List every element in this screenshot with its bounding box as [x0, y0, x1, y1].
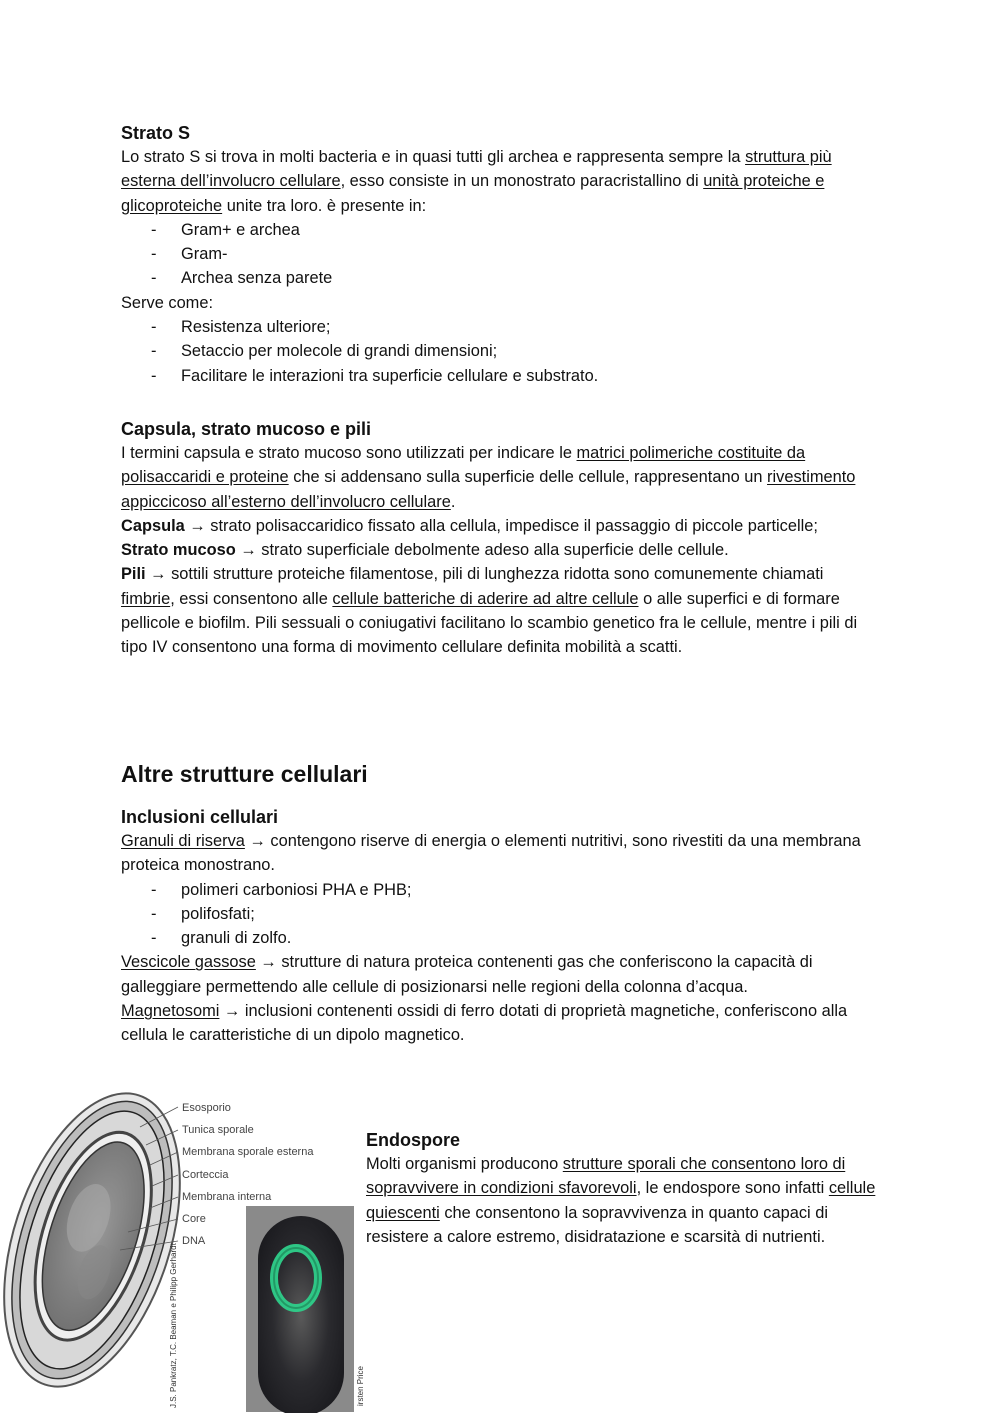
list-item: - polimeri carboniosi PHA e PHB; — [151, 880, 412, 899]
paragraph-granuli: Granuli di riserva → contengono riserve di energia o elementi nutritivi, sono rivestiti da una membrana proteica monostrano. — [121, 832, 861, 875]
paragraph-capsula-def: Capsula → strato polisaccaridico fissato alla cellula, impedisce il passaggio di piccole particelle; — [121, 516, 818, 535]
list-item: - Setaccio per molecole di grandi dimensioni; — [151, 342, 498, 361]
list-item: - granuli di zolfo. — [151, 929, 292, 948]
heading-endospore: Endospore — [366, 1130, 461, 1150]
paragraph-capsula-intro: I termini capsula e strato mucoso sono utilizzati per indicare le matrici polimeriche costituite da polisaccaridi e proteine che si addensano sulla superficie delle cellule, rappresentano un rivestimento appiccicoso all’esterno dell’involucro cellulare. — [121, 444, 856, 511]
list-presence — [121, 218, 881, 291]
heading-strato-s: Strato S — [121, 123, 191, 143]
list-granuli — [121, 878, 881, 951]
heading-inclusioni: Inclusioni cellulari — [121, 807, 279, 827]
endospore-illustration — [0, 1090, 365, 1413]
section-altre-strutture — [121, 759, 881, 1048]
section-endospore — [366, 1128, 876, 1249]
spore-micrograph — [0, 1090, 213, 1409]
paragraph-strato-s: Lo strato S si trova in molti bacteria e in quasi tutti gli archea e rappresenta sempre la struttura più esterna dell’involucro cellulare, esso consiste in un monostrato paracristallino di unità proteiche e glicoproteiche unite tra loro. è presente in: — [121, 148, 832, 215]
label-dna: DNA — [182, 1235, 206, 1247]
section-strato-s — [121, 121, 881, 388]
serve-come-label: Serve come: — [121, 293, 214, 312]
paragraph-magnetosomi: Magnetosomi → inclusioni contenenti ossidi di ferro dotati di proprietà magnetiche, conferiscono alla cellula le caratteristiche di un dipolo magnetico. — [121, 1002, 848, 1045]
list-item: - Resistenza ulteriore; — [151, 318, 331, 337]
list-item: - Gram+ e archea — [151, 220, 300, 239]
paragraph-vescicole: Vescicole gassose → strutture di natura proteica contenenti gas che conferiscono la capacità di galleggiare permettendo alle cellule di posizionarsi nelle regioni della colonna d’acqua. — [121, 953, 813, 996]
label-tunica: Tunica sporale — [182, 1124, 254, 1136]
paragraph-endospore: Molti organismi producono strutture sporali che consentono loro di sopravvivere in condizioni sfavorevoli, le endospore sono infatti cellule quiescenti che consentono la sopravvivenza in quanto capaci di resistere a calore estremo, disidratazione e scarsità di nutrienti. — [366, 1155, 876, 1246]
label-membrana-esterna: Membrana sporale esterna — [182, 1146, 314, 1158]
paragraph-pili-def: Pili → sottili strutture proteiche filamentose, pili di lunghezza ridotta sono comunemente chiamati fimbrie, essi consentono alle cellule batteriche di aderire ad altre cellule o alle superfici e di formare pellicole e biofilm. Pili sessuali o coniugativi facilitano lo scambio genetico fra le cellule, mentre i pili di tipo IV consentono una forma di movimento cellulare definita mobilità a scatti. — [121, 565, 858, 657]
label-core: Core — [182, 1213, 206, 1225]
label-membrana-interna: Membrana interna — [182, 1191, 272, 1203]
label-corteccia: Corteccia — [182, 1169, 229, 1181]
list-item: - Gram- — [151, 245, 228, 264]
endospore-figure — [0, 1090, 365, 1413]
figure-credit-left: J.S. Pankratz, T.C. Beaman e Philipp Gerhardt — [169, 1243, 178, 1408]
list-item: - polifosfati; — [151, 904, 255, 923]
figure-credit-right: irsten Price — [356, 1365, 365, 1406]
list-item: - Facilitare le interazioni tra superficie cellulare e substrato. — [151, 366, 599, 385]
section-capsula — [121, 417, 881, 660]
heading-altre-strutture: Altre strutture cellulari — [121, 761, 368, 787]
heading-capsula: Capsula, strato mucoso e pili — [121, 419, 372, 439]
list-item: - Archea senza parete — [151, 269, 333, 288]
paragraph-mucoso-def: Strato mucoso → strato superficiale debolmente adeso alla superficie delle cellule. — [121, 541, 729, 560]
label-esosporio: Esosporio — [182, 1102, 231, 1114]
list-functions — [121, 315, 881, 388]
